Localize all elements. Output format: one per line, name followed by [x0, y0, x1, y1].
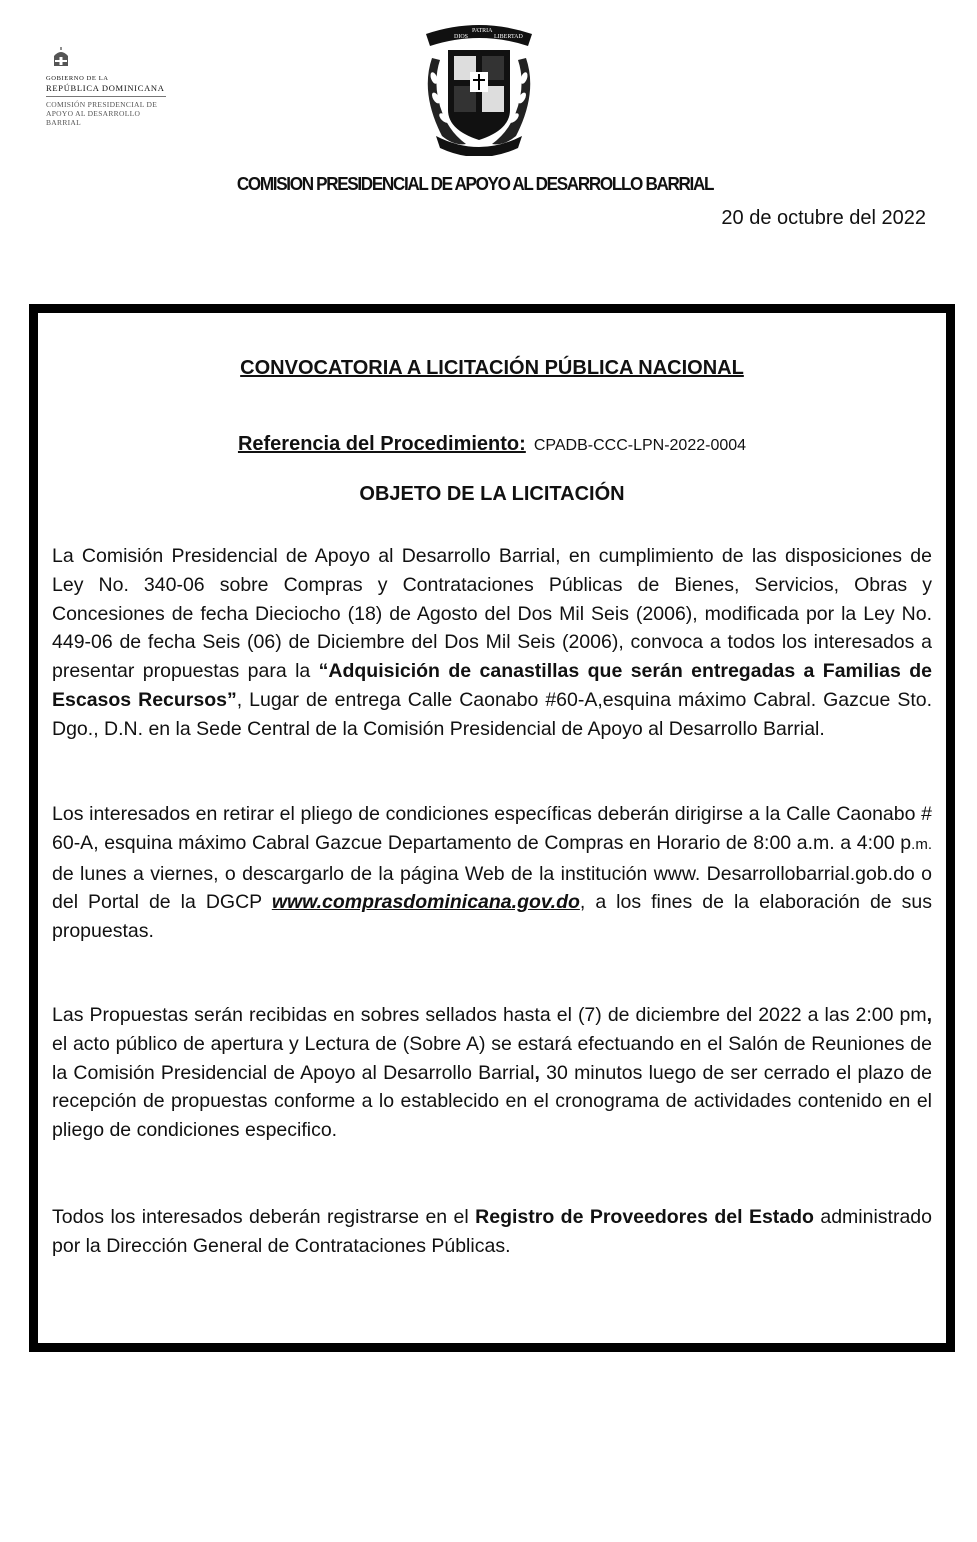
document-date: 20 de octubre del 2022 [721, 207, 926, 229]
paragraph-proposals-bold-2: , [534, 1061, 540, 1084]
logo-line-4: APOYO AL DESARROLLO BARRIAL [46, 109, 141, 127]
paragraph-intro-text-a: La Comisión Presidencial de Apoyo al Desarrollo Barrial, en cumplimiento de las disposiciones de Ley No. 340-06 sobre Compras y Contrataciones Públicas de Bienes, Servicios, Obras y Concesiones de fecha Dieciocho (18) de Agosto del Dos Mil Seis (2006), modificada por la Ley No. 449-06 de fecha Seis (06) de Diciembre del Dos Mil Seis (2006), convoca a todos los interesados a presentar propuestas para la [52, 545, 932, 683]
paragraph-registration-text-b: administrado por la Dirección General de Contrataciones Públicas. [52, 1206, 932, 1257]
paragraph-proposals-text-b: el acto público de apertura y Lectura de (Sobre A) se estará efectuando en el Salón de Reuniones de la Comisión Presidencial de Apoyo al Desarrollo Barrial [52, 1032, 932, 1084]
government-logo [46, 46, 176, 127]
logo-divider [46, 96, 166, 97]
svg-text:PATRIA: PATRIA [472, 28, 493, 34]
object-heading: OBJETO DE LA LICITACIÓN [359, 483, 625, 505]
paragraph-conditions-text-b: de lunes a viernes, o descargarlo de la página Web de la institución www. Desarrollobarrial.gob.do o del Portal de la DGCP [52, 862, 932, 914]
paragraph-registration [52, 1203, 932, 1261]
svg-text:LIBERTAD: LIBERTAD [494, 34, 523, 40]
supplier-registry: Registro de Proveedores del Estado [475, 1206, 814, 1228]
logo-line-2: REPÚBLICA DOMINICANA [46, 83, 165, 93]
paragraph-registration-text-a: Todos los interesados deberán registrarse en el [52, 1206, 476, 1228]
reference-label: Referencia del Procedimiento: [237, 433, 526, 455]
paragraph-intro [52, 542, 932, 744]
logo-line-3: COMISIÓN PRESIDENCIAL DE [46, 100, 158, 109]
crest-icon [51, 46, 71, 68]
notice-title: CONVOCATORIA A LICITACIÓN PÚBLICA NACIONAL [240, 357, 744, 379]
paragraph-proposals [52, 1001, 932, 1145]
logo-line-1: GOBIERNO DE LA [46, 75, 109, 82]
dgcp-portal-link[interactable]: www.comprasdominicana.gov.do [271, 891, 580, 914]
paragraph-conditions-text-a: Los interesados en retirar el pliego de condiciones específicas deberán dirigirse a la Calle Caonabo # 60-A, esquina máximo Cabral Gazcue Departamento de Compras en Horario de 8:00 a.m. a 4:00 p [52, 803, 932, 854]
paragraph-proposals-text-a: Las Propuestas serán recibidas en sobres sellados hasta el (7) de diciembre del 2022 a las 2:00 pm [52, 1004, 927, 1026]
paragraph-intro-text-b: , Lugar de entrega Calle Caonabo #60-A,esquina máximo Cabral. Gazcue Sto. Dgo., D.N. en la Sede Central de la Comisión Presidencial de Apoyo al Desarrollo Barrial. [52, 688, 932, 740]
reference-value: CPADB-CCC-LPN-2022-0004 [533, 437, 747, 454]
paragraph-proposals-bold-1: , [926, 1004, 932, 1026]
paragraph-conditions-text-c: , a los fines de la elaboración de sus propuestas. [52, 891, 932, 943]
notice-box [29, 304, 955, 1352]
paragraph-proposals-text-c: 30 minutos luego de ser cerrado el plazo de recepción de propuestas conforme a lo establecido en el cronograma de actividades contenido en el pliego de condiciones especifico. [52, 1061, 932, 1142]
procurement-subject: “Adquisición de canastillas que serán entregadas a Familias de Escasos Recursos” [52, 660, 932, 711]
coat-of-arms-icon [414, 18, 544, 156]
paragraph-conditions-small: .m. [911, 835, 932, 853]
organization-title: COMISION PRESIDENCIAL DE APOYO AL DESARROLLO BARRIAL [236, 174, 714, 194]
procedure-reference [52, 433, 932, 456]
motto-text: DIOS [454, 34, 469, 40]
paragraph-conditions [52, 800, 932, 946]
